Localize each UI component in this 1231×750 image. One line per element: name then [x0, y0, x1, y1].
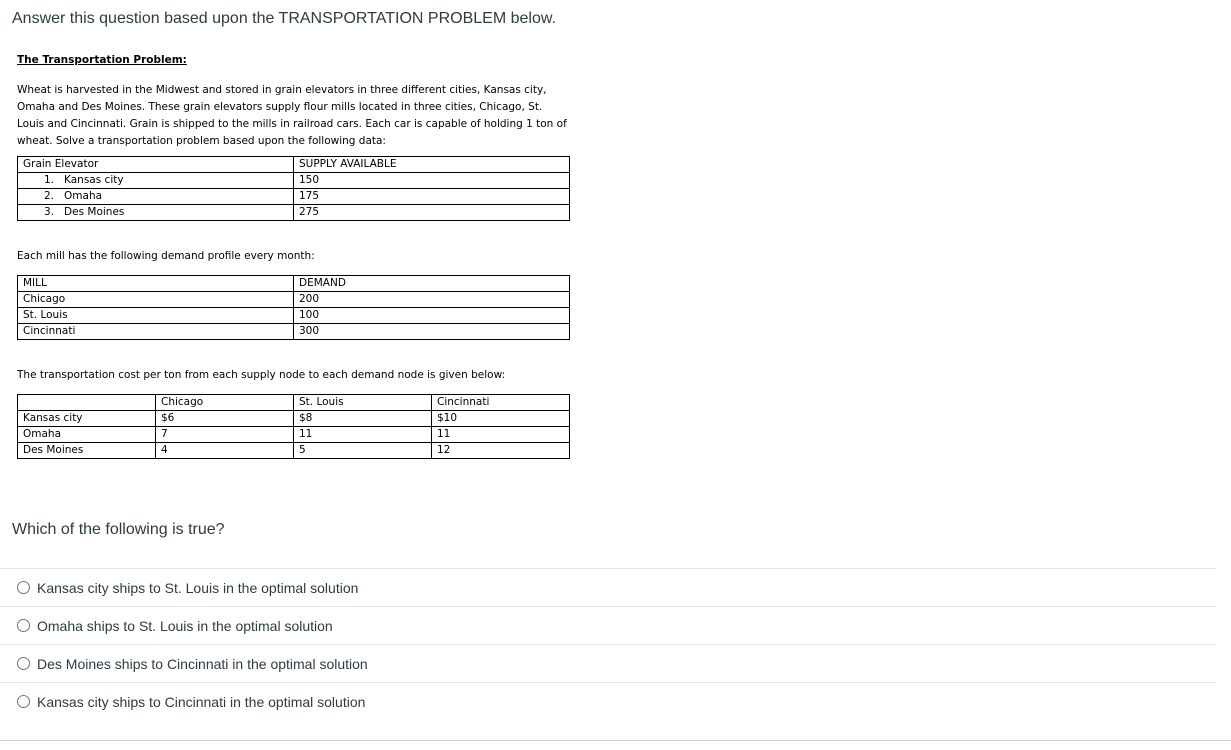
table-header-cell: SUPPLY AVAILABLE: [294, 157, 570, 173]
answer-label[interactable]: Des Moines ships to Cincinnati in the optimal solution: [37, 655, 368, 672]
table-cell: $10: [432, 411, 570, 427]
table-header-cell: St. Louis: [294, 395, 432, 411]
cost-intro: The transportation cost per ton from each supply node to each demand node is given below:: [17, 369, 506, 381]
answer-option[interactable]: [0, 682, 1216, 720]
table-cell: Kansas city: [18, 411, 156, 427]
table-row: [18, 205, 570, 221]
answer-list: [0, 568, 1216, 720]
table-cell: Cincinnati: [18, 324, 294, 340]
list-number: 2.: [44, 190, 55, 202]
table-cell: $8: [294, 411, 432, 427]
problem-line: Wheat is harvested in the Midwest and stored in grain elevators in three different cities, Kansas city,: [17, 84, 547, 96]
table-row: [18, 173, 570, 189]
table-cell: 275: [294, 205, 570, 221]
table-cell: 100: [294, 308, 570, 324]
table-cell: 200: [294, 292, 570, 308]
elevator-name: Des Moines: [64, 206, 125, 218]
problem-title: The Transportation Problem:: [17, 54, 187, 66]
problem-text: [17, 82, 577, 150]
table-cell: [18, 189, 294, 205]
answer-option[interactable]: [0, 644, 1216, 682]
radio-button[interactable]: [17, 581, 30, 594]
table-row: [18, 411, 570, 427]
radio-button[interactable]: [17, 657, 30, 670]
table-row: [18, 292, 570, 308]
demand-intro: Each mill has the following demand profile every month:: [17, 250, 315, 262]
table-header-row: [18, 395, 570, 411]
answer-label[interactable]: Kansas city ships to Cincinnati in the optimal solution: [37, 693, 366, 710]
divider: [0, 740, 1231, 741]
table-cell: 11: [294, 427, 432, 443]
problem-line: Louis and Cincinnati. Grain is shipped to the mills in railroad cars. Each car is capable of holding 1 ton of: [17, 118, 567, 130]
answer-label[interactable]: Kansas city ships to St. Louis in the optimal solution: [37, 579, 359, 596]
table-header-cell: Grain Elevator: [18, 157, 294, 173]
table-cell: [18, 173, 294, 189]
table-cell: 4: [156, 443, 294, 459]
table-header-row: [18, 276, 570, 292]
question-prompt: Which of the following is true?: [12, 521, 225, 538]
problem-line: Omaha and Des Moines. These grain elevators supply flour mills located in three cities, Chicago, St.: [17, 101, 543, 113]
table-cell: [18, 205, 294, 221]
table-row: [18, 443, 570, 459]
question-header: Answer this question based upon the TRANSPORTATION PROBLEM below.: [12, 10, 556, 27]
table-cell: $6: [156, 411, 294, 427]
table-cell: Des Moines: [18, 443, 156, 459]
demand-table: [17, 275, 570, 340]
table-header-cell: MILL: [18, 276, 294, 292]
problem-statement: [17, 52, 577, 150]
elevator-name: Omaha: [64, 190, 103, 202]
answer-label[interactable]: Omaha ships to St. Louis in the optimal solution: [37, 617, 333, 634]
table-cell: 175: [294, 189, 570, 205]
list-number: 3.: [44, 206, 55, 218]
table-cell: St. Louis: [18, 308, 294, 324]
list-number: 1.: [44, 174, 55, 186]
table-cell: 12: [432, 443, 570, 459]
answer-option[interactable]: [0, 606, 1216, 644]
table-cell: 300: [294, 324, 570, 340]
table-row: [18, 427, 570, 443]
table-row: [18, 308, 570, 324]
supply-table: [17, 156, 570, 221]
answer-option[interactable]: [0, 568, 1216, 606]
table-cell: 5: [294, 443, 432, 459]
radio-button[interactable]: [17, 619, 30, 632]
table-cell: 7: [156, 427, 294, 443]
table-cell: 11: [432, 427, 570, 443]
table-row: [18, 324, 570, 340]
problem-line: wheat. Solve a transportation problem based upon the following data:: [17, 135, 386, 147]
cost-table: [17, 394, 570, 459]
table-cell: Chicago: [18, 292, 294, 308]
radio-button[interactable]: [17, 695, 30, 708]
table-row: [18, 189, 570, 205]
table-header-cell: Chicago: [156, 395, 294, 411]
elevator-name: Kansas city: [64, 174, 124, 186]
table-header-row: [18, 157, 570, 173]
table-header-cell: DEMAND: [294, 276, 570, 292]
table-cell: Omaha: [18, 427, 156, 443]
table-header-cell: Cincinnati: [432, 395, 570, 411]
table-header-cell: [18, 395, 156, 411]
table-cell: 150: [294, 173, 570, 189]
